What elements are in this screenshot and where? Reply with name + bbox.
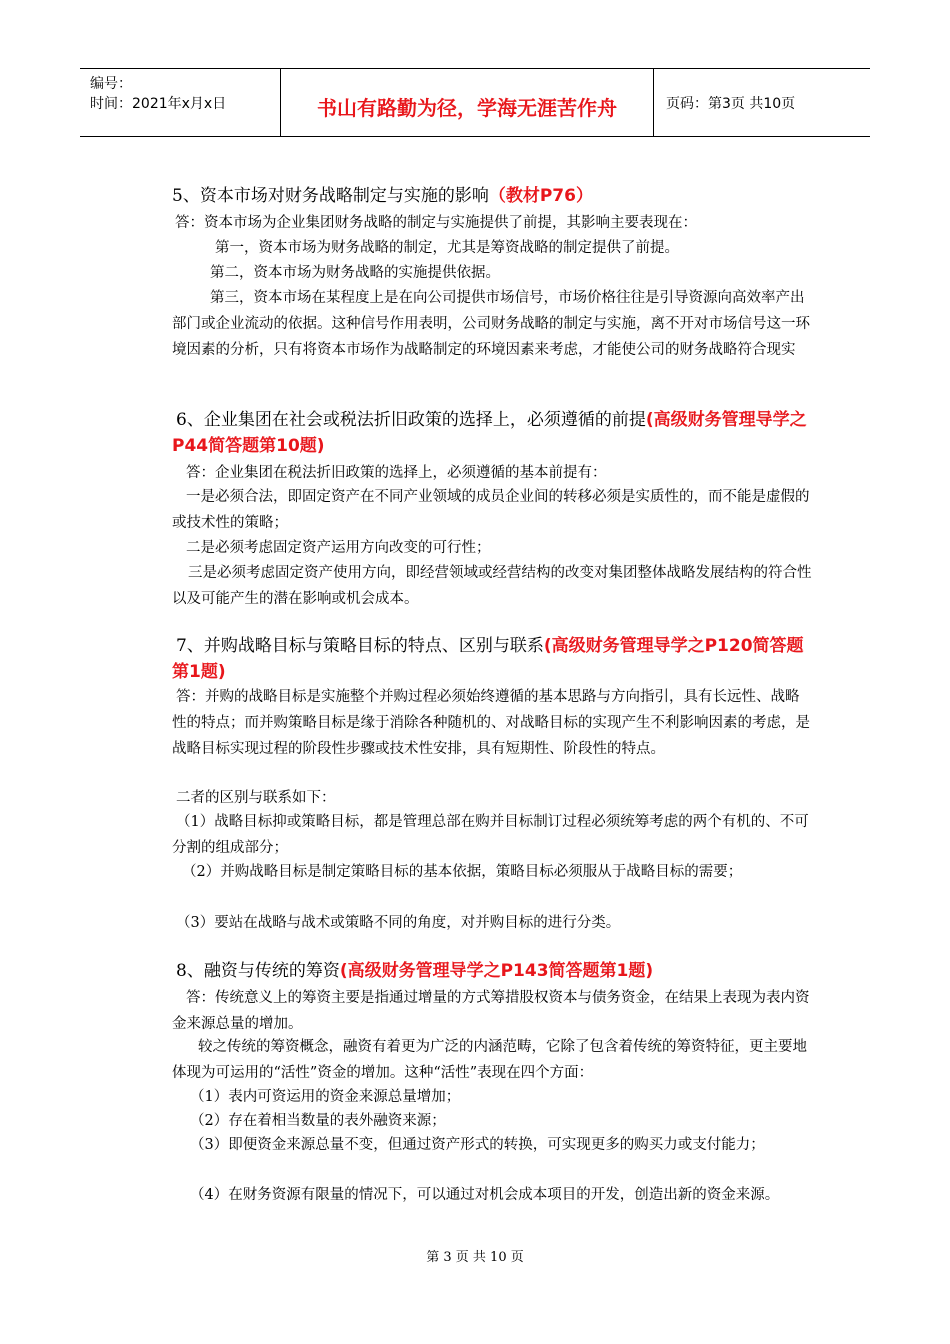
header-page-cell bbox=[654, 69, 870, 136]
page-info: 页码：第3页 共10页 bbox=[666, 96, 796, 112]
section-6-point-2: 二是必须考虑固定资产运用方向改变的可行性； bbox=[186, 540, 491, 556]
section-6-point-3: 三是必须考虑固定资产使用方向，即经营领域或经营结构的改变对集团整体战略发展结构的符合性以及可能产生的潜在影响或机会成本。 bbox=[172, 565, 812, 607]
section-7-heading: 7、并购战略目标与策略目标的特点、区别与联系(高级财务管理导学之P120简答题第1题) bbox=[172, 636, 804, 682]
section-5-reference: （教材P76） bbox=[488, 186, 593, 206]
section-8-item-2: （2）存在着相当数量的表外融资来源； bbox=[190, 1113, 446, 1129]
section-8-item-3: （3）即便资金来源总量不变，但通过资产形式的转换，可实现更多的购买力或支付能力； bbox=[190, 1137, 765, 1153]
section-7-item-3: （3）要站在战略与战术或策略不同的角度，对并购目标的进行分类。 bbox=[176, 915, 621, 931]
section-7-reference: (高级财务管理导学之P120简答题第1题) bbox=[172, 636, 804, 682]
section-5-answer: 答：资本市场为企业集团财务战略的制定与实施提供了前提，其影响主要表现在： bbox=[175, 215, 697, 231]
section-7-answer: 答：并购的战略目标是实施整个并购过程必须始终遵循的基本思路与方向指引，具有长远性、战略性的特点；而并购策略目标是缘于消除各种随机的、对战略目标的实现产生不利影响因素的考虑，是战略目标实现过程的阶段性步骤或技术性安排，具有短期性、阶段性的特点。 bbox=[172, 689, 810, 757]
document-time-label: 时间：2021年x月x日 bbox=[90, 96, 227, 112]
section-7-intro: 二者的区别与联系如下： bbox=[176, 790, 336, 806]
section-8-point-1: 较之传统的筹资概念，融资有着更为广泛的内涵范畴，它除了包含着传统的筹资特征，更主要地体现为可运用的“活性”资金的增加。这种“活性”表现在四个方面： bbox=[172, 1039, 807, 1081]
section-6-reference: (高级财务管理导学之P44简答题第10题) bbox=[172, 410, 807, 456]
document-number-label: 编号： bbox=[90, 76, 132, 92]
page-footer: 第 3 页 共 10 页 bbox=[426, 1250, 524, 1265]
section-6-heading: 6、企业集团在社会或税法折旧政策的选择上，必须遵循的前提(高级财务管理导学之P44简答题第10题) bbox=[172, 410, 807, 456]
section-8-heading: 8、融资与传统的筹资(高级财务管理导学之P143简答题第1题) bbox=[176, 961, 654, 981]
motto-text: 书山有路勤为径，学海无涯苦作舟 bbox=[317, 96, 617, 120]
section-7-item-1: （1）战略目标抑或策略目标，都是管理总部在购并目标制订过程必须统筹考虑的两个有机的、不可分割的组成部分； bbox=[172, 814, 809, 856]
section-8-answer: 答：传统意义上的筹资主要是指通过增量的方式筹措股权资本与债务资金，在结果上表现为表内资金来源总量的增加。 bbox=[172, 990, 810, 1032]
section-6-answer: 答：企业集团在税法折旧政策的选择上，必须遵循的基本前提有： bbox=[186, 465, 607, 481]
section-8-reference: (高级财务管理导学之P143简答题第1题) bbox=[339, 961, 654, 981]
section-8-item-1: （1）表内可资运用的资金来源总量增加； bbox=[190, 1089, 461, 1105]
section-5-point-2: 第二，资本市场为财务战略的实施提供依据。 bbox=[210, 265, 500, 281]
header-motto-cell bbox=[281, 69, 654, 136]
section-5-point-3: 第三，资本市场在某程度上是在向公司提供市场信号，市场价格往往是引导资源向高效率产出部门或企业流动的依据。这种信号作用表明，公司财务战略的制定与实施，离不开对市场信号这一环境因素的分析，只有将资本市场作为战略制定的环境因素来考虑，才能使公司的财务战略符合现实 bbox=[172, 290, 810, 358]
section-7-item-2: （2）并购战略目标是制定策略目标的基本依据，策略目标必须服从于战略目标的需要； bbox=[182, 864, 743, 880]
section-8-item-4: （4）在财务资源有限量的情况下，可以通过对机会成本项目的开发，创造出新的资金来源。 bbox=[190, 1187, 780, 1203]
section-5-point-1: 第一，资本市场为财务战略的制定，尤其是筹资战略的制定提供了前提。 bbox=[215, 240, 679, 256]
page-header bbox=[80, 68, 870, 137]
section-5-heading: 5、资本市场对财务战略制定与实施的影响（教材P76） bbox=[172, 186, 593, 206]
section-6-point-1: 一是必须合法，即固定资产在不同产业领域的成员企业间的转移必须是实质性的，而不能是虚假的或技术性的策略； bbox=[172, 489, 810, 531]
header-meta-cell bbox=[80, 69, 281, 136]
